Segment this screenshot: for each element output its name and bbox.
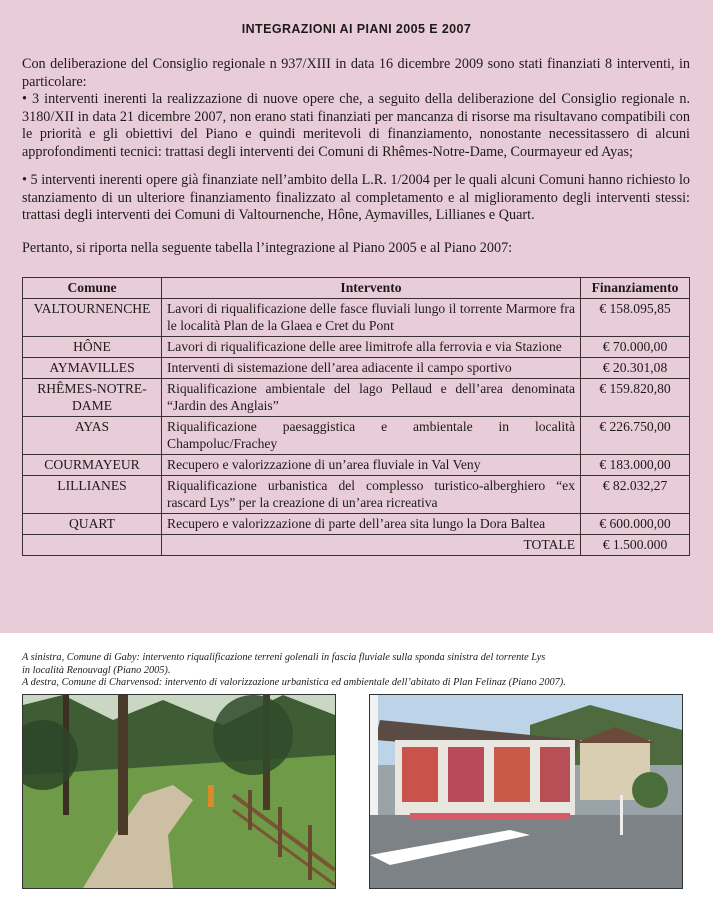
total-value: € 1.500.000 <box>581 535 690 556</box>
table-row <box>23 514 690 535</box>
comune-cell: AYAS <box>23 417 162 455</box>
page-title: INTEGRAZIONI AI PIANI 2005 E 2007 <box>241 22 472 36</box>
header-intervento: Intervento <box>162 278 581 299</box>
comune-cell: AYMAVILLES <box>23 358 162 379</box>
finanziamento-cell: € 20.301,08 <box>581 358 690 379</box>
photo-captions <box>22 652 702 690</box>
intervento-cell: Riqualificazione paesaggistica e ambientale in località Champoluc/Frachey <box>162 417 581 455</box>
table-row <box>23 379 690 417</box>
table-row <box>23 337 690 358</box>
total-label: TOTALE <box>162 535 581 556</box>
table-header-row <box>23 278 690 299</box>
empty-cell <box>23 535 162 556</box>
bullet-paragraph-2: • 5 interventi inerenti opere già finanziate nell’ambito della L.R. 1/2004 per le quali alcuni Comuni hanno richiesto lo stanziamento di un ulteriore finanziamento finalizzato al completamento e al miglioramento degli interventi stessi: trattasi degli interventi dei Comuni di Valtournenche, Hône, Aymavilles, Lillianes e Quart. <box>22 172 690 224</box>
comune-cell: COURMAYEUR <box>23 455 162 476</box>
finanziamento-cell: € 70.000,00 <box>581 337 690 358</box>
intervento-cell: Lavori di riqualificazione delle fasce fluviali lungo il torrente Marmore fra le località Plan de la Glaea e Cret du Pont <box>162 299 581 337</box>
intervento-cell: Recupero e valorizzazione di parte dell’area sita lungo la Dora Baltea <box>162 514 581 535</box>
comune-cell: RHÊMES-NOTRE-DAME <box>23 379 162 417</box>
table-row <box>23 476 690 514</box>
photo-shelter-building <box>369 694 683 889</box>
caption-left-line1: A sinistra, Comune di Gaby: intervento riqualificazione terreni golenali in fascia fluviale sulla sponda sinistra del torrente Lys <box>22 652 546 663</box>
finanziamento-cell: € 82.032,27 <box>581 476 690 514</box>
intervento-cell: Interventi di sistemazione dell’area adiacente il campo sportivo <box>162 358 581 379</box>
table-lead-paragraph: Pertanto, si riporta nella seguente tabella l’integrazione al Piano 2005 e al Piano 2007: <box>22 240 513 256</box>
shelter-building-image <box>370 695 682 888</box>
riverside-path-image <box>23 695 335 888</box>
financing-table <box>22 277 690 556</box>
caption-right: A destra, Comune di Charvensod: intervento di valorizzazione urbanistica ed ambientale dell’abitato di Plan Felinaz (Piano 2007). <box>22 677 566 689</box>
caption-left-line2: in località Renouvagl (Piano 2005). <box>22 664 171 676</box>
comune-cell: HÔNE <box>23 337 162 358</box>
table-row <box>23 358 690 379</box>
comune-cell: LILLIANES <box>23 476 162 514</box>
table-total-row <box>23 535 690 556</box>
intervento-cell: Lavori di riqualificazione delle aree limitrofe alla ferrovia e via Stazione <box>162 337 581 358</box>
finanziamento-cell: € 600.000,00 <box>581 514 690 535</box>
photo-riverside-path <box>22 694 336 889</box>
finanziamento-cell: € 183.000,00 <box>581 455 690 476</box>
intro-paragraph: Con deliberazione del Consiglio regionale n 937/XIII in data 16 dicembre 2009 sono stati finanziati 8 interventi, in particolare: <box>22 56 690 90</box>
header-comune: Comune <box>23 278 162 299</box>
header-finanziamento: Finanziamento <box>581 278 690 299</box>
finanziamento-cell: € 226.750,00 <box>581 417 690 455</box>
finanziamento-cell: € 158.095,85 <box>581 299 690 337</box>
comune-cell: VALTOURNENCHE <box>23 299 162 337</box>
comune-cell: QUART <box>23 514 162 535</box>
intervento-cell: Riqualificazione urbanistica del complesso turistico-alberghiero “ex rascard Lys” per la creazione di un’area ricreativa <box>162 476 581 514</box>
table-row <box>23 417 690 455</box>
intervento-cell: Recupero e valorizzazione di un’area fluviale in Val Veny <box>162 455 581 476</box>
table-row <box>23 299 690 337</box>
table-row <box>23 455 690 476</box>
intervento-cell: Riqualificazione ambientale del lago Pellaud e dell’area denominata “Jardin des Anglais” <box>162 379 581 417</box>
finanziamento-cell: € 159.820,80 <box>581 379 690 417</box>
bullet-paragraph-1: • 3 interventi inerenti la realizzazione di nuove opere che, a seguito della deliberazione del Consiglio regionale n. 3180/XII in data 21 dicembre 2007, non erano stati finanziati per mancanza di risorse ma risultavano compatibili con le priorità e gli obiettivi del Piano e quindi meritevoli di finanziamento, nonostante necessitassero di alcuni approfondimenti tecnici: trattasi degli interventi dei Comuni di Rhêmes-Notre-Dame, Courmayeur ed Ayas; <box>22 91 690 160</box>
